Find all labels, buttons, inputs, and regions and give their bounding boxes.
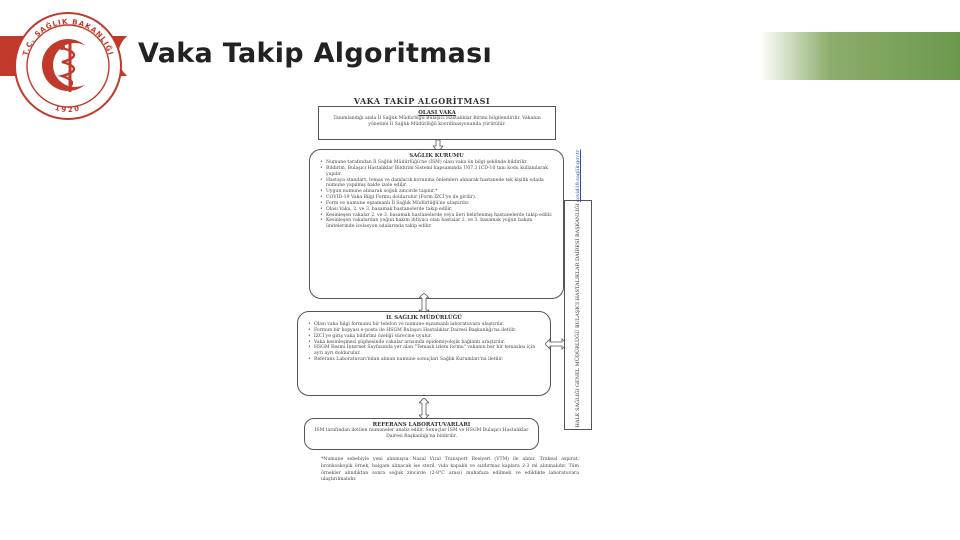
svg-text:T.C. SAĞLIK BAKANLIĞI: T.C. SAĞLIK BAKANLIĞI <box>21 17 115 57</box>
referans-lab-box <box>304 418 539 450</box>
hsgm-side-text: HALK SAĞLIĞI GENEL MÜDÜRLÜĞÜ BULAŞICI HASTALIKLAR DAİRESİ BAŞKANLIĞI <box>575 203 581 428</box>
list-item: • Kesinleşen vakalardan yoğun bakım ihtiyacı olan hastalar 2. ve 3. basamak yoğun bakım ünitelerinde izolasyon odalarında takip edilir. <box>320 218 555 230</box>
saglik-kurumu-heading: SAĞLIK KURUMU <box>409 153 464 159</box>
hsgm-side-link: covid19.saglik.gov.tr <box>575 149 581 202</box>
il-saglik-heading: İL SAĞLIK MÜDÜRLÜĞÜ <box>386 315 462 321</box>
olasi-vaka-heading: OLASI VAKA <box>418 110 456 116</box>
list-item: • Formun bir kopyası e-posta ile HSGM Bulaşıcı Hastalıklar Dairesi Başkanlığı'na iletilir. <box>308 328 542 334</box>
algorithm-document <box>292 88 599 500</box>
olasi-vaka-box <box>318 106 556 140</box>
list-item: • Bildirim, Bulaşıcı Hastalıklar Bildirim Sistemi kapsamında U07.3 ICD-10 tanı kodu kullanılarak yapılır. <box>320 166 555 178</box>
list-item: • Numune tarafından İl Sağlık Müdürlüğü'ne (İSM) olası vaka ön bilgi şeklinde bildirilir. <box>320 160 555 166</box>
svg-text:1920: 1920 <box>53 104 83 115</box>
list-item: • Kesinleşen vakalar 2. ve 3. basamak hastanelerde veya ileri belirlenmiş hastanelerde takip edilir. <box>320 213 555 219</box>
list-item: • Olası vaka bilgi formunu bir telefon ve numune eşzamanlı laboratuvara ulaştırılır. <box>308 322 542 328</box>
list-item: • Olası Vaka, 2. ve 3. basamak hastanelerde takip edilir. <box>320 207 555 213</box>
olasi-vaka-text: Tanımlandığı anda İl Sağlık Müdürlüğü Bulaşıcı Hastalıklar Birimi bilgilendirilir. Vakanın yönetimi İl Sağlık Müdürlüğü koordinasyonunda yürütülür. <box>333 116 541 127</box>
header-band-accent <box>760 32 960 80</box>
saglik-kurumu-box <box>309 149 564 299</box>
list-item: • HSGM Resmi İnternet Sayfasında yer alan "Temaslı izlem formu" vakanın her bir temaslısı için ayrı ayrı doldurulur. <box>308 345 542 357</box>
footnote: *Numune sebebiyle yeni alınmışsa Nazal Viral Transport Besiyeri (VTM) ile alınır. Trakeal aspirat, bronkoskopik örnek, balgam alınacak ise steril, vida kapaklı ve sızdırmaz kaplara 2-3 ml alınmalıdır. Tüm örnekler alındıktan sonra soğuk zincirde (2-8°C arası) muhafaza edilmeli ve edildikte laboratuvara ulaştırılmalıdır. <box>321 457 579 483</box>
list-item: • Vaka kesinleşmesi şüphesinde vakalar arasında epidemiyolojik bağlantı araştırılır. <box>308 340 542 346</box>
list-item: • Uygun numune alınarak soğuk zincirde taşınır.* <box>320 189 555 195</box>
referans-lab-heading: REFERANS LABORATUVARLARI <box>372 422 471 428</box>
il-saglik-box <box>297 311 551 396</box>
list-item: • Hastaya standart, temas ve damlacık korunma önlemleri alınarak hastanede tek kişilik odada numune yapılmış halde izole edilir. <box>320 178 555 190</box>
hsgm-side-label <box>575 149 581 428</box>
ministry-logo-icon <box>12 10 124 122</box>
list-item: • Form ve numune eşzamanlı İl Sağlık Müdürlüğü'ne ulaştırılır. <box>320 201 555 207</box>
list-item: • Referans Laboratuvarı'ndan alınan numune sonuçları Sağlık Kurumları'na iletilir. <box>308 357 542 363</box>
list-item: • COVID-19 Vaka Bilgi Formu doldurulur (Form İZCİ'ye de girilir). <box>320 195 555 201</box>
document-title: VAKA TAKİP ALGORİTMASI <box>353 96 491 106</box>
slide-title: Vaka Takip Algoritması <box>138 38 493 69</box>
list-item: • İZCİ'ye giriş vaka bildirimi özeliği sürecine uyulur. <box>308 334 542 340</box>
referans-lab-text: İSM tarafından iletilen numuneler analiz edilir. Sonuçlar İSM ve HSGM Bulaşıcı Hastalıklar Dairesi Başkanlığı'na bildirilir. <box>314 428 529 439</box>
arrow-updown-icon <box>419 398 429 420</box>
